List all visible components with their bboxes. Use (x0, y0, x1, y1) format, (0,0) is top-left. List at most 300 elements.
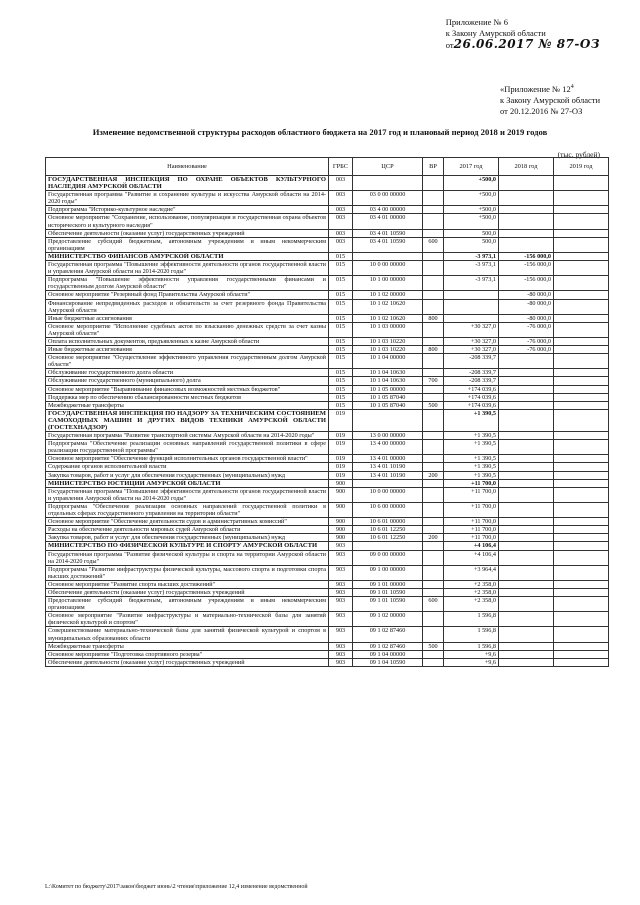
table-row (46, 518, 609, 526)
law-date-2: от 20.12.2016 № 27-ОЗ (500, 105, 583, 116)
cell-y2018: -76 000,0 (499, 322, 554, 337)
cell-name: Межбюджетные трансферты (46, 401, 329, 409)
cell-y2019 (554, 588, 609, 596)
cell-name: Обеспечение деятельности (оказание услуг) государственных учреждений (46, 229, 329, 237)
handwritten-date-value: 26.06.2017 № 87-ОЗ (453, 37, 600, 51)
cell-vr: 500 (423, 401, 444, 409)
cell-name: Межбюджетные трансферты (46, 642, 329, 650)
cell-grbs: 015 (329, 393, 353, 401)
cell-y2017 (444, 299, 499, 314)
cell-y2017: +500,0 (444, 191, 499, 206)
table-row (46, 565, 609, 580)
cell-y2019 (554, 346, 609, 354)
cell-y2018 (499, 463, 554, 471)
cell-name: Государственная программа "Развитие физической культуры и спорта на территории Амурской области на 2014-2020 годы" (46, 550, 329, 565)
appendix-12-header (500, 82, 600, 117)
cell-y2019 (554, 463, 609, 471)
cell-name: Основное мероприятие "Исполнение судебных актов по взысканию денежных средств за счет казны Амурской области" (46, 322, 329, 337)
cell-csr: 13 0 00 00000 (353, 432, 423, 440)
cell-csr: 10 1 02 10620 (353, 314, 423, 322)
cell-grbs: 903 (329, 550, 353, 565)
cell-y2018 (499, 229, 554, 237)
cell-y2018 (499, 534, 554, 542)
table-row (46, 463, 609, 471)
cell-y2019 (554, 580, 609, 588)
cell-vr (423, 276, 444, 291)
cell-y2018 (499, 487, 554, 502)
cell-vr: 500 (423, 642, 444, 650)
cell-csr: 09 1 02 00000 (353, 612, 423, 627)
cell-y2019 (554, 487, 609, 502)
cell-y2019 (554, 565, 609, 580)
cell-y2017 (444, 314, 499, 322)
cell-csr: 10 1 00 00000 (353, 276, 423, 291)
cell-vr (423, 479, 444, 487)
cell-y2018 (499, 502, 554, 517)
cell-name: Основное мероприятие "Осуществление эффективного управления государственным долгом Амурской области" (46, 354, 329, 369)
cell-y2018: -76 000,0 (499, 346, 554, 354)
cell-vr (423, 650, 444, 658)
table-row (46, 502, 609, 517)
cell-grbs: 015 (329, 322, 353, 337)
cell-vr (423, 206, 444, 214)
cell-y2017: +1 390,5 (444, 463, 499, 471)
cell-vr (423, 612, 444, 627)
cell-grbs: 900 (329, 534, 353, 542)
cell-vr (423, 385, 444, 393)
department-row (46, 542, 609, 550)
cell-y2017: 1 596,8 (444, 612, 499, 627)
cell-vr: 800 (423, 314, 444, 322)
cell-y2018: -76 000,0 (499, 337, 554, 345)
cell-name: Поддержка мер по обеспечению сбалансированности местных бюджетов (46, 393, 329, 401)
cell-y2019 (554, 191, 609, 206)
appendix-6-label: Приложение № 6 (445, 17, 509, 27)
cell-vr (423, 518, 444, 526)
cell-vr (423, 409, 444, 431)
table-row (46, 658, 609, 666)
cell-y2019 (554, 526, 609, 534)
cell-y2018 (499, 409, 554, 431)
cell-y2017: +4 106,4 (444, 542, 499, 550)
cell-y2018 (499, 550, 554, 565)
cell-y2017: 1 596,8 (444, 627, 499, 642)
cell-y2018 (499, 455, 554, 463)
cell-y2019 (554, 597, 609, 612)
cell-vr: 200 (423, 471, 444, 479)
cell-name: Предоставление субсидий бюджетным, автономным учреждениям и иным некоммерческим организациям (46, 597, 329, 612)
cell-name: МИНИСТЕРСТВО ПО ФИЗИЧЕСКОЙ КУЛЬТУРЕ И СПОРТУ АМУРСКОЙ ОБЛАСТИ (46, 542, 329, 550)
cell-y2019 (554, 206, 609, 214)
cell-name: Основное мероприятие "Сохранение, использование, популяризация и государственная охрана объектов исторического и культурного наследия" (46, 214, 329, 229)
cell-y2017: -3 973,1 (444, 276, 499, 291)
cell-grbs: 903 (329, 627, 353, 642)
col-2017: 2017 год (444, 158, 499, 176)
cell-name: Иные бюджетные ассигнования (46, 346, 329, 354)
cell-vr (423, 229, 444, 237)
cell-csr: 10 6 01 12250 (353, 526, 423, 534)
cell-y2017: +11 700,0 (444, 534, 499, 542)
cell-y2018 (499, 440, 554, 455)
table-row (46, 471, 609, 479)
cell-name: Закупка товаров, работ и услуг для обеспечения государственных (муниципальных) нужд (46, 534, 329, 542)
cell-y2017 (444, 291, 499, 299)
cell-y2019 (554, 214, 609, 229)
cell-csr: 10 1 03 00000 (353, 322, 423, 337)
table-row (46, 393, 609, 401)
cell-vr (423, 291, 444, 299)
cell-csr: 09 0 00 00000 (353, 550, 423, 565)
table-row (46, 650, 609, 658)
cell-y2019 (554, 337, 609, 345)
cell-csr (353, 542, 423, 550)
table-row (46, 206, 609, 214)
cell-name: Обеспечение деятельности (оказание услуг) государственных учреждений (46, 658, 329, 666)
col-vr: ВР (423, 158, 444, 176)
department-row (46, 409, 609, 431)
cell-y2017: +1 390,5 (444, 432, 499, 440)
cell-vr (423, 393, 444, 401)
cell-y2018: -156 000,0 (499, 276, 554, 291)
cell-vr: 200 (423, 534, 444, 542)
cell-name: Государственная программа "Развитие и сохранение культуры и искусства Амурской области на 2014-2020 годы" (46, 191, 329, 206)
cell-y2018 (499, 237, 554, 252)
cell-y2018 (499, 580, 554, 588)
cell-vr (423, 455, 444, 463)
cell-grbs: 019 (329, 455, 353, 463)
col-name: Наименование (46, 158, 329, 176)
cell-csr: 10 1 03 10220 (353, 346, 423, 354)
cell-y2017: +9,6 (444, 658, 499, 666)
cell-name: Закупка товаров, работ и услуг для обеспечения государственных (муниципальных) нужд (46, 471, 329, 479)
appendix-6-header (446, 17, 600, 51)
cell-vr (423, 487, 444, 502)
cell-name: Государственная программа "Повышение эффективности деятельности органов государственной власти и управления Амурской области на 2014-2020 годы" (46, 261, 329, 276)
cell-y2019 (554, 542, 609, 550)
table-row (46, 377, 609, 385)
cell-name: Основное мероприятие "Подготовка спортивного резерва" (46, 650, 329, 658)
table-row (46, 346, 609, 354)
cell-y2017: +174 039,6 (444, 393, 499, 401)
cell-y2019 (554, 369, 609, 377)
department-row (46, 252, 609, 260)
cell-y2018 (499, 377, 554, 385)
cell-y2018 (499, 471, 554, 479)
cell-name: Совершенствование материально-технической базы для занятий физической культурой и спортом в муниципальных образованиях области (46, 627, 329, 642)
cell-csr: 13 4 01 10190 (353, 463, 423, 471)
cell-y2019 (554, 252, 609, 260)
cell-vr (423, 354, 444, 369)
table-row (46, 291, 609, 299)
cell-y2017: +30 327,0 (444, 322, 499, 337)
cell-grbs: 903 (329, 542, 353, 550)
cell-y2019 (554, 314, 609, 322)
cell-y2018: -80 000,0 (499, 299, 554, 314)
cell-grbs: 015 (329, 377, 353, 385)
cell-csr: 09 1 04 10590 (353, 658, 423, 666)
cell-y2019 (554, 229, 609, 237)
cell-grbs: 900 (329, 502, 353, 517)
cell-grbs: 015 (329, 354, 353, 369)
cell-grbs: 903 (329, 650, 353, 658)
cell-name: Основное мероприятие "Резервный фонд Правительства Амурской области" (46, 291, 329, 299)
cell-y2019 (554, 401, 609, 409)
cell-grbs: 003 (329, 191, 353, 206)
col-2019: 2019 год (554, 158, 609, 176)
cell-csr: 10 6 00 00000 (353, 502, 423, 517)
cell-csr: 09 1 01 10590 (353, 597, 423, 612)
cell-grbs: 900 (329, 479, 353, 487)
cell-csr: 09 1 02 87460 (353, 627, 423, 642)
cell-vr (423, 432, 444, 440)
table-row (46, 642, 609, 650)
cell-grbs: 015 (329, 401, 353, 409)
cell-name: Содержание органов исполнительной власти (46, 463, 329, 471)
table-row (46, 369, 609, 377)
cell-grbs: 003 (329, 206, 353, 214)
cell-csr: 03 4 01 10590 (353, 237, 423, 252)
cell-name: Подпрограмма "Развитие инфраструктуры физической культуры, массового спорта и подготовки спорта высших достижений" (46, 565, 329, 580)
cell-y2018 (499, 401, 554, 409)
cell-grbs: 019 (329, 409, 353, 431)
cell-csr: 10 1 02 00000 (353, 291, 423, 299)
cell-vr (423, 565, 444, 580)
cell-y2017: -208 339,7 (444, 369, 499, 377)
cell-name: Иные бюджетные ассигнования (46, 314, 329, 322)
cell-vr (423, 322, 444, 337)
table-row (46, 401, 609, 409)
law-label: к Закону Амурской области (445, 28, 546, 38)
table-row (46, 612, 609, 627)
table-row (46, 385, 609, 393)
cell-y2018 (499, 627, 554, 642)
cell-name: Обслуживание государственного долга области (46, 369, 329, 377)
cell-vr (423, 369, 444, 377)
cell-name: Подпрограмма "Обеспечение реализации основных направлений государственной политики в отдельных сферах государственного управления на территории области" (46, 502, 329, 517)
table-row (46, 322, 609, 337)
cell-grbs: 015 (329, 291, 353, 299)
cell-grbs: 019 (329, 440, 353, 455)
cell-y2017: +4 106,4 (444, 550, 499, 565)
cell-name: Подпрограмма "Историко-культурное наследие" (46, 206, 329, 214)
cell-name: МИНИСТЕРСТВО ФИНАНСОВ АМУРСКОЙ ОБЛАСТИ (46, 252, 329, 260)
cell-grbs: 903 (329, 642, 353, 650)
cell-csr: 03 4 00 00000 (353, 206, 423, 214)
cell-y2017: +2 358,0 (444, 597, 499, 612)
table-row (46, 588, 609, 596)
department-row (46, 479, 609, 487)
cell-csr: 10 6 01 00000 (353, 518, 423, 526)
table-row (46, 299, 609, 314)
cell-csr: 09 1 00 00000 (353, 565, 423, 580)
cell-y2019 (554, 650, 609, 658)
cell-grbs: 019 (329, 471, 353, 479)
cell-vr: 600 (423, 597, 444, 612)
cell-name: Основное мероприятие "Обеспечение функций исполнительных органов государственной власти" (46, 455, 329, 463)
cell-y2019 (554, 409, 609, 431)
cell-name: Расходы на обеспечение деятельности мировых судей Амурской области (46, 526, 329, 534)
cell-y2017: -3 973,1 (444, 252, 499, 260)
cell-y2018 (499, 565, 554, 580)
cell-y2019 (554, 518, 609, 526)
cell-csr: 03 0 00 00000 (353, 191, 423, 206)
cell-vr (423, 588, 444, 596)
cell-csr (353, 409, 423, 431)
cell-grbs: 003 (329, 176, 353, 191)
cell-y2018 (499, 479, 554, 487)
cell-csr: 10 1 05 00000 (353, 385, 423, 393)
cell-y2017: 1 596,8 (444, 642, 499, 650)
cell-y2019 (554, 377, 609, 385)
cell-csr (353, 176, 423, 191)
table-row (46, 276, 609, 291)
cell-y2018 (499, 214, 554, 229)
cell-y2018: -80 000,0 (499, 314, 554, 322)
cell-y2017: +174 039,6 (444, 385, 499, 393)
cell-vr: 600 (423, 237, 444, 252)
col-csr: ЦСР (353, 158, 423, 176)
table-row (46, 627, 609, 642)
cell-y2019 (554, 176, 609, 191)
cell-csr: 10 0 00 00000 (353, 261, 423, 276)
table-row (46, 550, 609, 565)
table-row (46, 534, 609, 542)
cell-vr (423, 502, 444, 517)
cell-grbs: 903 (329, 580, 353, 588)
table-row (46, 229, 609, 237)
cell-y2019 (554, 627, 609, 642)
cell-csr: 13 4 00 00000 (353, 440, 423, 455)
cell-y2018: -80 000,0 (499, 291, 554, 299)
cell-y2019 (554, 237, 609, 252)
cell-grbs: 015 (329, 337, 353, 345)
cell-grbs: 015 (329, 314, 353, 322)
cell-y2019 (554, 322, 609, 337)
cell-y2017: +174 039,6 (444, 401, 499, 409)
col-2018: 2018 год (499, 158, 554, 176)
table-header-row (46, 158, 609, 176)
cell-grbs: 903 (329, 565, 353, 580)
cell-y2017: +11 700,0 (444, 518, 499, 526)
cell-y2017: -208 339,7 (444, 354, 499, 369)
cell-vr (423, 261, 444, 276)
cell-y2019 (554, 471, 609, 479)
cell-grbs: 003 (329, 237, 353, 252)
cell-y2018 (499, 206, 554, 214)
department-row (46, 176, 609, 191)
table-row (46, 261, 609, 276)
cell-grbs: 015 (329, 252, 353, 260)
cell-csr: 10 0 00 00000 (353, 487, 423, 502)
cell-y2018 (499, 191, 554, 206)
table-row (46, 580, 609, 588)
cell-vr (423, 658, 444, 666)
cell-y2019 (554, 261, 609, 276)
cell-y2017: +30 327,0 (444, 337, 499, 345)
table-row (46, 191, 609, 206)
cell-y2017: -3 973,1 (444, 261, 499, 276)
cell-y2018: -156 000,0 (499, 261, 554, 276)
cell-y2017: +11 700,0 (444, 502, 499, 517)
cell-y2019 (554, 550, 609, 565)
cell-y2017: 500,0 (444, 237, 499, 252)
table-row (46, 314, 609, 322)
cell-y2017: +1 390,5 (444, 440, 499, 455)
cell-csr: 10 1 04 10630 (353, 369, 423, 377)
col-grbs: ГРБС (329, 158, 353, 176)
cell-vr (423, 299, 444, 314)
cell-y2019 (554, 432, 609, 440)
cell-grbs: 015 (329, 346, 353, 354)
cell-vr (423, 542, 444, 550)
cell-y2017: +500,0 (444, 214, 499, 229)
cell-name: Основное мероприятие "Выравнивание финансовых возможностей местных бюджетов" (46, 385, 329, 393)
cell-vr (423, 526, 444, 534)
cell-csr: 09 1 02 87460 (353, 642, 423, 650)
cell-grbs: 015 (329, 369, 353, 377)
cell-y2018 (499, 588, 554, 596)
cell-name: Основное мероприятие "Развитие спорта высших достижений" (46, 580, 329, 588)
cell-y2017: +500,0 (444, 176, 499, 191)
cell-csr: 10 1 04 00000 (353, 354, 423, 369)
cell-y2019 (554, 455, 609, 463)
cell-vr (423, 176, 444, 191)
cell-vr (423, 191, 444, 206)
cell-y2018 (499, 385, 554, 393)
cell-y2017: +30 327,0 (444, 346, 499, 354)
cell-vr (423, 580, 444, 588)
table-row (46, 455, 609, 463)
cell-grbs: 015 (329, 261, 353, 276)
cell-csr: 10 1 04 10630 (353, 377, 423, 385)
cell-y2019 (554, 479, 609, 487)
cell-y2017: +2 358,0 (444, 580, 499, 588)
table-row (46, 487, 609, 502)
cell-y2019 (554, 291, 609, 299)
table-row (46, 440, 609, 455)
cell-grbs: 903 (329, 612, 353, 627)
cell-csr: 09 1 01 00000 (353, 580, 423, 588)
cell-y2018 (499, 354, 554, 369)
cell-y2017: +500,0 (444, 206, 499, 214)
cell-csr: 10 6 01 12250 (353, 534, 423, 542)
cell-y2017: +9,6 (444, 650, 499, 658)
cell-y2018 (499, 650, 554, 658)
cell-y2017: +2 358,0 (444, 588, 499, 596)
cell-name: Обслуживание государственного (муниципального) долга (46, 377, 329, 385)
cell-y2018 (499, 642, 554, 650)
cell-name: МИНИСТЕРСТВО ЮСТИЦИИ АМУРСКОЙ ОБЛАСТИ (46, 479, 329, 487)
cell-y2017: +1 390,5 (444, 409, 499, 431)
cell-y2019 (554, 385, 609, 393)
cell-y2017: +3 964,4 (444, 565, 499, 580)
cell-csr: 03 4 01 00000 (353, 214, 423, 229)
cell-y2019 (554, 534, 609, 542)
cell-y2018 (499, 542, 554, 550)
table-row (46, 214, 609, 229)
cell-name: Подпрограмма "Повышение эффективности управления государственными финансами и государственным долгом Амурской области" (46, 276, 329, 291)
cell-y2017: +11 700,0 (444, 526, 499, 534)
cell-csr: 10 1 05 87040 (353, 401, 423, 409)
cell-y2017: 500,0 (444, 229, 499, 237)
cell-csr (353, 479, 423, 487)
cell-grbs: 019 (329, 463, 353, 471)
cell-y2018 (499, 369, 554, 377)
cell-vr (423, 337, 444, 345)
cell-name: ГОСУДАРСТВЕННАЯ ИНСПЕКЦИЯ ПО НАДЗОРУ ЗА ТЕХНИЧЕСКИМ СОСТОЯНИЕМ САМОХОДНЫХ МАШИН И ДРУГИХ ВИДОВ ТЕХНИКИ АМУРСКОЙ ОБЛАСТИ (ГОСТЕХНАДЗОР) (46, 409, 329, 431)
cell-grbs: 900 (329, 526, 353, 534)
cell-grbs: 903 (329, 658, 353, 666)
